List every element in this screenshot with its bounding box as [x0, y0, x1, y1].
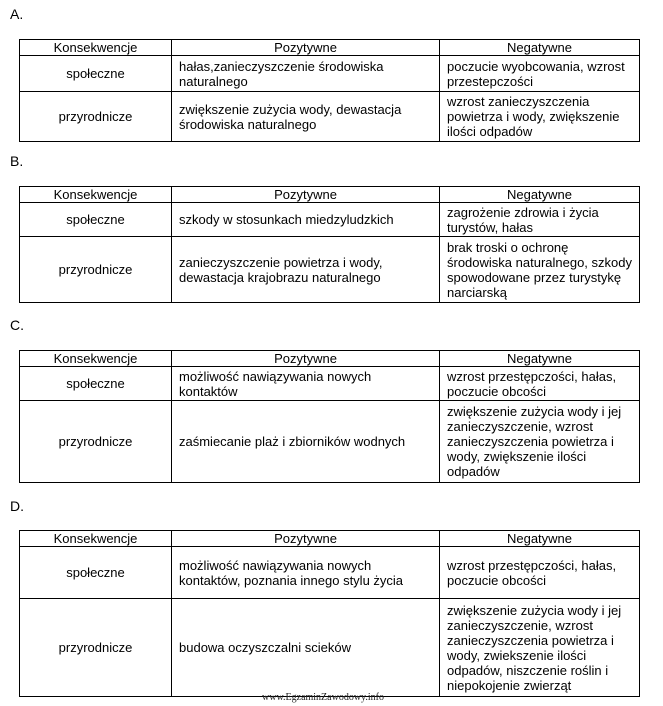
positive-cell: budowa oczyszczalni scieków	[172, 599, 440, 697]
table-row	[20, 367, 640, 401]
option-a-table	[19, 39, 640, 142]
option-b-table	[19, 186, 640, 303]
positive-cell: możliwość nawiązywania nowych kontaktów, poznania innego stylu życia	[172, 547, 440, 599]
table-row	[20, 599, 640, 697]
option-d-table	[19, 530, 640, 697]
option-c-label: C.	[10, 317, 24, 333]
header-negatywne: Negatywne	[440, 187, 640, 203]
table-header-row	[20, 187, 640, 203]
negative-cell: zwiększenie zużycia wody i jej zanieczyszczenie, wzrost zanieczyszczenia powietrza i wody, zwiększenie ilości odpadów	[440, 401, 640, 483]
positive-cell: hałas,zanieczyszczenie środowiska naturalnego	[172, 56, 440, 92]
table-row	[20, 56, 640, 92]
header-konsekwencje: Konsekwencje	[20, 40, 172, 56]
table-header-row	[20, 40, 640, 56]
header-pozytywne: Pozytywne	[172, 187, 440, 203]
header-konsekwencje: Konsekwencje	[20, 187, 172, 203]
positive-cell: zanieczyszczenie powietrza i wody, dewastacja krajobrazu naturalnego	[172, 237, 440, 303]
table-row	[20, 203, 640, 237]
header-konsekwencje: Konsekwencje	[20, 531, 172, 547]
category-cell: przyrodnicze	[20, 237, 172, 303]
header-pozytywne: Pozytywne	[172, 531, 440, 547]
header-negatywne: Negatywne	[440, 531, 640, 547]
positive-cell: zwiększenie zużycia wody, dewastacja środowiska naturalnego	[172, 92, 440, 142]
option-b-label: B.	[10, 153, 24, 169]
category-cell: przyrodnicze	[20, 92, 172, 142]
negative-cell: wzrost przestępczości, hałas, poczucie obcości	[440, 547, 640, 599]
table-row	[20, 401, 640, 483]
negative-cell: poczucie wyobcowania, wzrost przestepczości	[440, 56, 640, 92]
positive-cell: zaśmiecanie plaż i zbiorników wodnych	[172, 401, 440, 483]
header-negatywne: Negatywne	[440, 40, 640, 56]
negative-cell: zagrożenie zdrowia i życia turystów, hałas	[440, 203, 640, 237]
category-cell: przyrodnicze	[20, 599, 172, 697]
option-c-table	[19, 350, 640, 483]
category-cell: społeczne	[20, 203, 172, 237]
option-d-label: D.	[10, 498, 24, 514]
header-pozytywne: Pozytywne	[172, 351, 440, 367]
table-row	[20, 547, 640, 599]
category-cell: społeczne	[20, 367, 172, 401]
watermark-text: www.EgzaminZawodowy.info	[262, 692, 385, 703]
positive-cell: możliwość nawiązywania nowych kontaktów	[172, 367, 440, 401]
option-a-label: A.	[10, 6, 24, 22]
negative-cell: wzrost przestępczości, hałas, poczucie obcości	[440, 367, 640, 401]
category-cell: społeczne	[20, 547, 172, 599]
negative-cell: brak troski o ochronę środowiska naturalnego, szkody spowodowane przez turystykę narciarską	[440, 237, 640, 303]
table-header-row	[20, 351, 640, 367]
table-row	[20, 237, 640, 303]
category-cell: przyrodnicze	[20, 401, 172, 483]
table-row	[20, 92, 640, 142]
header-negatywne: Negatywne	[440, 351, 640, 367]
header-pozytywne: Pozytywne	[172, 40, 440, 56]
category-cell: społeczne	[20, 56, 172, 92]
negative-cell: wzrost zanieczyszczenia powietrza i wody, zwiększenie ilości odpadów	[440, 92, 640, 142]
negative-cell: zwiększenie zużycia wody i jej zanieczyszczenie, wzrost zanieczyszczenia powietrza i wody, zwiekszenie ilości odpadów, niszczenie roślin i niepokojenie zwierząt	[440, 599, 640, 697]
header-konsekwencje: Konsekwencje	[20, 351, 172, 367]
table-header-row	[20, 531, 640, 547]
positive-cell: szkody w stosunkach miedzyludzkich	[172, 203, 440, 237]
